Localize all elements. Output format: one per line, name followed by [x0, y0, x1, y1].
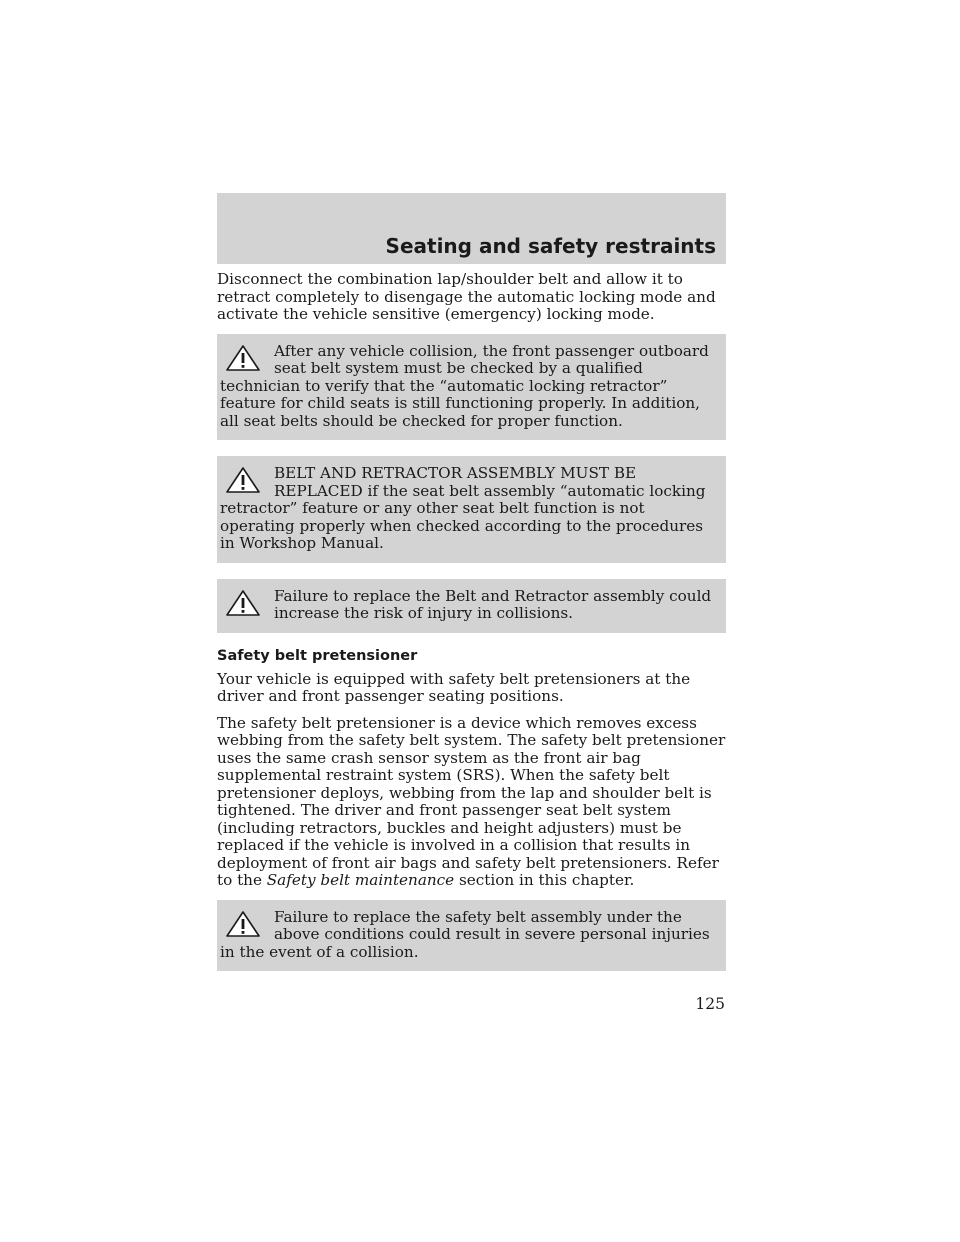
pretensioner-paragraph-2-main: The safety belt pretensioner is a device which removes excess webbing from the safety belt system. The safety belt pretensioner uses the same crash sensor system as the front air bag supplemental restraint system (SRS). When the safety belt pretensioner deploys, webbing from the lap and shoulder belt is tightened. The driver and front passenger seat belt system (including retractors, buckles and height adjusters) must be replaced if the vehicle is involved in a collision that results in deployment of front air bags and safety belt pretensioners. Refer to the	[217, 713, 726, 889]
warning-text-1: After any vehicle collision, the front passenger outboard seat belt system must be checked by a qualified technician to verify that the “automatic locking retractor” feature for child seats is still functioning properly. In addition, all seat belts should be checked for proper function.	[220, 341, 709, 430]
warning-text-3: Failure to replace the Belt and Retractor assembly could increase the risk of injury in collisions.	[274, 586, 712, 622]
safety-belt-maintenance-reference: Safety belt maintenance	[266, 871, 455, 889]
warning-box-1	[217, 334, 726, 441]
intro-paragraph: Disconnect the combination lap/shoulder belt and allow it to retract completely to disengage the automatic locking mode and activate the vehicle sensitive (emergency) locking mode.	[217, 270, 716, 323]
page-content	[217, 271, 726, 971]
warning-triangle-icon	[226, 345, 260, 371]
warning-triangle-icon	[226, 590, 260, 616]
warning-box-4	[217, 900, 726, 972]
warning-triangle-icon	[226, 467, 260, 493]
section-title: Seating and safety restraints	[385, 234, 716, 258]
warning-text-2: BELT AND RETRACTOR ASSEMBLY MUST BE REPLACED if the seat belt assembly “automatic locking retractor” feature or any other seat belt function is not operating properly when checked according to the procedures in Workshop Manual.	[220, 464, 706, 552]
warning-box-2	[217, 456, 726, 563]
page-number: 125	[695, 995, 725, 1013]
section-header-band	[217, 193, 726, 264]
pretensioner-paragraph-2	[217, 715, 726, 890]
section-heading-pretensioner: Safety belt pretensioner	[217, 647, 418, 664]
warning-box-3	[217, 579, 726, 633]
pretensioner-paragraph-1: Your vehicle is equipped with safety belt pretensioners at the driver and front passenger seating positions.	[217, 669, 691, 705]
warning-text-4: Failure to replace the safety belt assembly under the above conditions could result in severe personal injuries in the event of a collision.	[220, 907, 710, 961]
warning-triangle-icon	[226, 911, 260, 937]
pretensioner-paragraph-2-tail: section in this chapter.	[458, 871, 635, 889]
